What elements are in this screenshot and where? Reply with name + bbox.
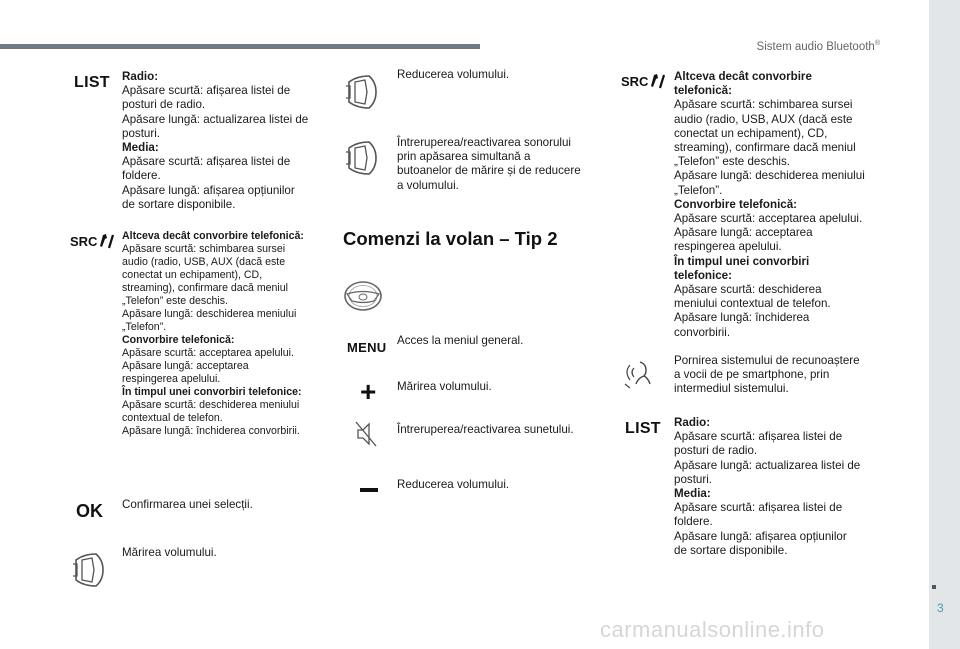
- text-line: posturi de radio.: [674, 444, 758, 458]
- text-line: În timpul unei convorbiri: [674, 254, 810, 268]
- steering-volume-down-icon: [343, 74, 379, 110]
- text-line: Apăsare lungă: închiderea: [674, 311, 810, 325]
- steering-mute-icon: [343, 140, 379, 176]
- text-line: foldere.: [674, 515, 713, 529]
- list-button-label-2: LIST: [625, 420, 661, 437]
- text-line: Apăsare lungă: închiderea convorbirii.: [122, 425, 300, 437]
- voice-description: [674, 354, 860, 397]
- src-button-label-2: SRC: [621, 74, 649, 89]
- text-line: Apăsare scurtă: acceptarea apelului.: [674, 212, 863, 226]
- text-line: streaming), confirmare dacă meniul: [674, 141, 856, 155]
- text-line: Radio:: [674, 416, 711, 429]
- plus-button-label: +: [360, 376, 377, 407]
- phone-slash-icon-2: [651, 73, 665, 89]
- text-line: meniului contextual de telefon.: [674, 297, 831, 311]
- text-line: audio (radio, USB, AUX (dacă este: [674, 112, 853, 126]
- menu-description: Acces la meniul general.: [397, 334, 524, 347]
- text-line: Apăsare scurtă: afișarea listei de: [674, 501, 843, 515]
- text-line: telefonică:: [674, 84, 732, 98]
- text-line: Apăsare lungă: deschiderea meniului: [122, 308, 297, 320]
- text-line: a vocii de pe smartphone, prin: [674, 368, 830, 382]
- steering-wheel-icon: [343, 280, 383, 312]
- text-line: Apăsare lungă: actualizarea listei de: [674, 458, 861, 472]
- text-line: posturi.: [674, 472, 713, 486]
- vol-up-description: Mărirea volumului.: [122, 546, 217, 559]
- text-line: streaming), confirmare dacă meniul: [122, 282, 289, 294]
- text-line: Apăsare scurtă: acceptarea apelului.: [122, 347, 294, 359]
- text-line: a volumului.: [397, 178, 459, 192]
- text-line: Pornirea sistemului de recunoaștere: [674, 354, 860, 367]
- text-line: telefonice:: [674, 268, 732, 282]
- list-button-label: LIST: [74, 74, 110, 91]
- text-line: audio (radio, USB, AUX (dacă este: [122, 256, 286, 268]
- page-number: 3: [937, 601, 944, 615]
- text-line: butoanelor de mărire și de reducere: [397, 164, 581, 178]
- text-line: Altceva decât convorbire telefonică:: [122, 230, 304, 242]
- text-line: Apăsare scurtă: schimbarea sursei: [674, 98, 853, 112]
- text-line: Media:: [674, 487, 711, 501]
- phone-slash-icon: [100, 233, 114, 249]
- text-line: foldere.: [122, 169, 161, 183]
- steering-volume-up-icon: [70, 552, 106, 588]
- page-header-title: Sistem audio Bluetooth®: [756, 40, 880, 53]
- text-line: conectat un echipament), CD,: [674, 126, 828, 140]
- page-side-tab: [929, 0, 960, 649]
- text-line: Apăsare lungă: acceptarea: [122, 360, 249, 372]
- text-line: respingerea apelului.: [122, 373, 221, 385]
- text-line: Radio:: [122, 70, 159, 83]
- text-line: Convorbire telefonică:: [674, 197, 798, 211]
- col3-src-description: [674, 70, 865, 340]
- mute-speaker-icon: [354, 420, 380, 448]
- text-line: Apăsare lungă: afișarea opțiunilor: [674, 529, 847, 543]
- minus-description: Reducerea volumului.: [397, 478, 510, 491]
- mute-simultaneous-description: [397, 136, 581, 193]
- col1-src-description: [122, 230, 304, 438]
- menu-button-label: MENU: [347, 340, 387, 355]
- text-line: În timpul unei convorbiri telefonice:: [122, 386, 302, 398]
- text-line: conectat un echipament), CD,: [122, 269, 263, 281]
- text-line: Apăsare scurtă: afișarea listei de: [122, 155, 291, 169]
- text-line: Întreruperea/reactivarea sonorului: [397, 136, 572, 149]
- text-line: Apăsare scurtă: afișarea listei de: [122, 84, 291, 98]
- watermark: carmanualsonline.info: [600, 617, 825, 642]
- text-line: „Telefon”.: [674, 183, 723, 197]
- text-line: prin apăsarea simultană a: [397, 150, 531, 164]
- text-line: de sortare disponibile.: [122, 197, 236, 211]
- mute-description: Întreruperea/reactivarea sunetului.: [397, 423, 574, 436]
- voice-recognition-icon: [624, 360, 658, 390]
- vol-down-description: Reducerea volumului.: [397, 68, 510, 81]
- text-line: Apăsare lungă: actualizarea listei de: [122, 112, 309, 126]
- text-line: „Telefon” este deschis.: [674, 155, 790, 169]
- text-line: posturi.: [122, 126, 161, 140]
- text-line: „Telefon” este deschis.: [122, 295, 228, 307]
- src-button-label: SRC: [70, 234, 98, 249]
- text-line: convorbirii.: [674, 325, 731, 339]
- ok-button-label: OK: [76, 501, 103, 521]
- header-rule: [0, 44, 480, 49]
- text-line: Altceva decât convorbire: [674, 70, 812, 83]
- text-line: Apăsare scurtă: schimbarea sursei: [122, 243, 286, 255]
- text-line: de sortare disponibile.: [674, 543, 788, 557]
- col3-radio-description: [674, 416, 860, 558]
- text-line: Media:: [122, 141, 159, 155]
- text-line: contextual de telefon.: [122, 412, 223, 424]
- page-marker: [932, 585, 936, 589]
- text-line: Convorbire telefonică:: [122, 334, 235, 346]
- text-line: „Telefon”.: [122, 321, 167, 333]
- text-line: Apăsare scurtă: deschiderea: [674, 283, 822, 297]
- text-line: posturi de radio.: [122, 98, 206, 112]
- col1-radio-description: [122, 70, 308, 212]
- section-title: Comenzi la volan – Tip 2: [343, 228, 558, 249]
- text-line: Apăsare lungă: deschiderea meniului: [674, 169, 865, 183]
- text-line: Apăsare lungă: afișarea opțiunilor: [122, 183, 295, 197]
- minus-button-icon: [360, 488, 378, 492]
- plus-description: Mărirea volumului.: [397, 380, 492, 393]
- text-line: intermediul sistemului.: [674, 382, 789, 396]
- text-line: respingerea apelului.: [674, 240, 782, 254]
- ok-description: Confirmarea unei selecții.: [122, 498, 253, 511]
- text-line: Apăsare lungă: acceptarea: [674, 226, 813, 240]
- text-line: Apăsare scurtă: afișarea listei de: [674, 430, 843, 444]
- text-line: Apăsare scurtă: deschiderea meniului: [122, 399, 300, 411]
